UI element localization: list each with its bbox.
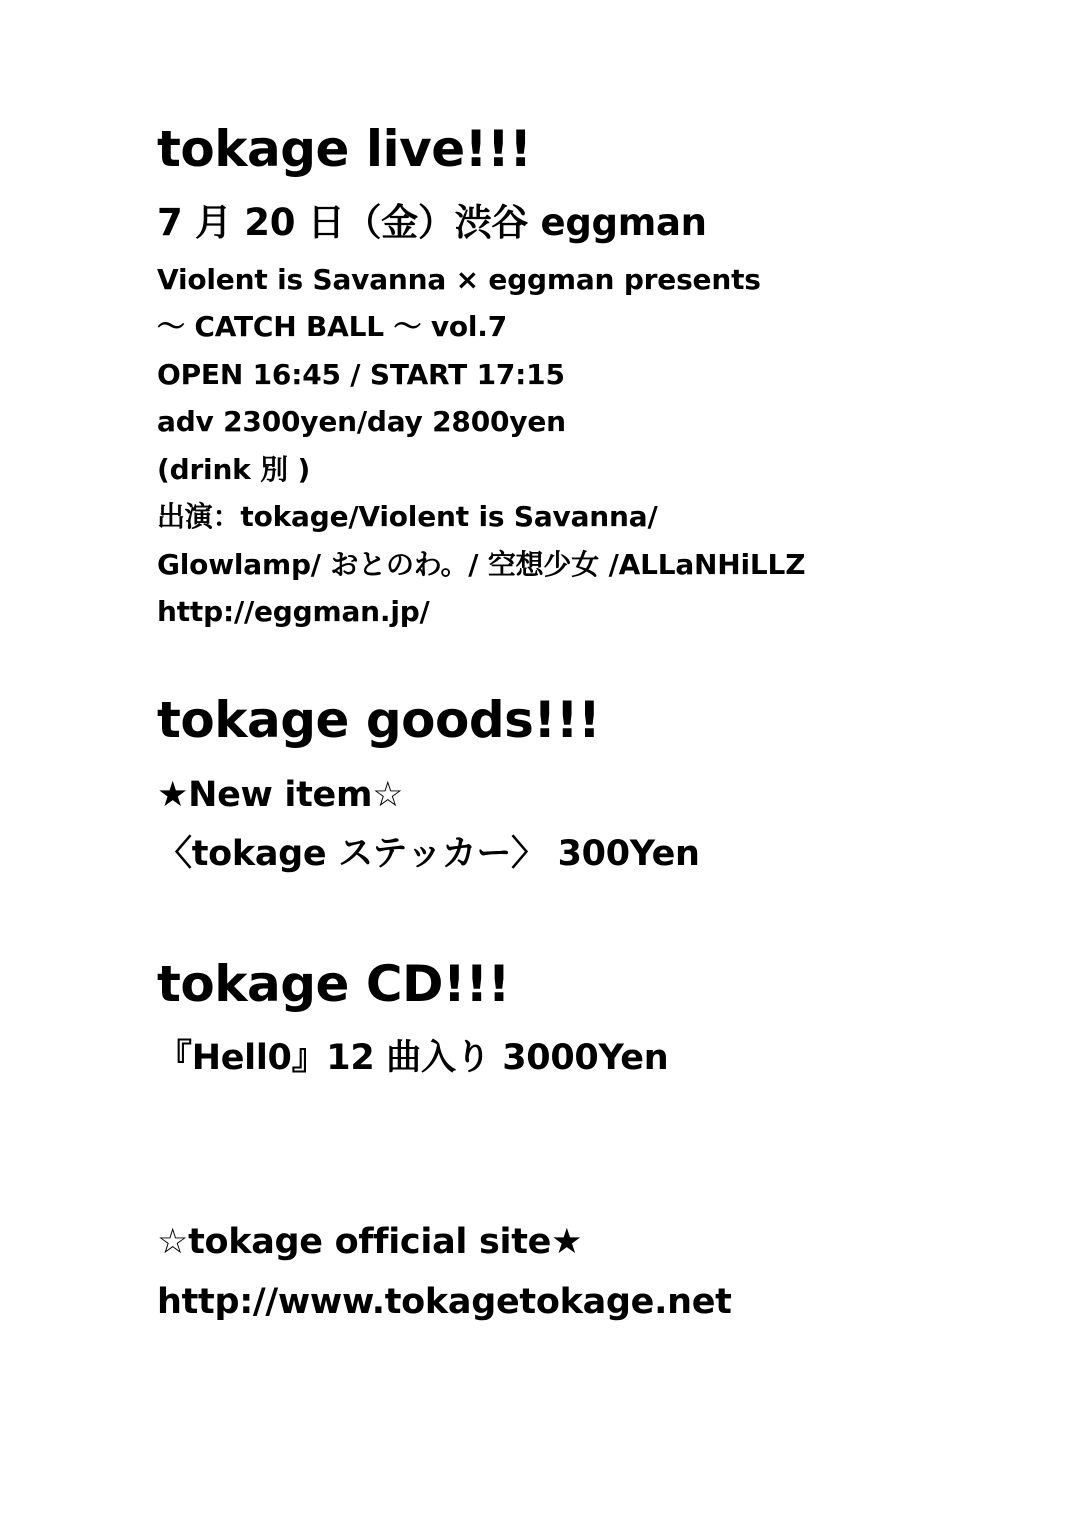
event-prices: adv 2300yen/day 2800yen (157, 405, 566, 438)
goods-new-item-label: ★New item☆ (157, 775, 404, 815)
goods-heading: tokage goods!!! (157, 691, 601, 749)
venue-url: http://eggman.jp/ (157, 595, 430, 628)
event-title: ～ CATCH BALL ～ vol.7 (157, 310, 508, 343)
event-times: OPEN 16:45 / START 17:15 (157, 358, 565, 391)
goods-sticker-item: 〈tokage ステッカー〉 300Yen (157, 834, 700, 874)
live-date-venue: 7 月 20 日（金）渋谷 eggman (157, 201, 707, 244)
drink-note: (drink 別 ) (157, 453, 311, 486)
cd-heading: tokage CD!!! (157, 955, 510, 1013)
performers-line-1: 出演：tokage/Violent is Savanna/ (157, 500, 658, 533)
cd-item: 『Hell0』12 曲入り 3000Yen (157, 1038, 669, 1078)
performers-line-2: Glowlamp/ おとのわ。/ 空想少女 /ALLaNHiLLZ (157, 548, 806, 581)
official-site-url: http://www.tokagetokage.net (157, 1282, 732, 1322)
live-heading: tokage live!!! (157, 120, 532, 178)
official-site-label: ☆tokage official site★ (157, 1222, 583, 1262)
event-presenter: Violent is Savanna × eggman presents (157, 263, 761, 296)
